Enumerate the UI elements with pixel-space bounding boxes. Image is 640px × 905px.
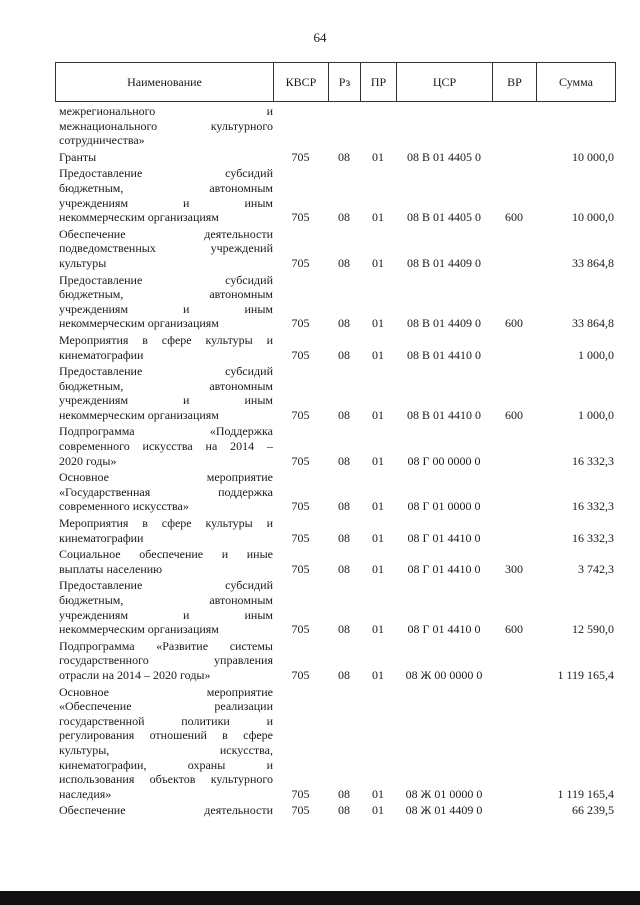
row-sum: 12 590,0 [572, 622, 614, 637]
row-name-line: регулирования отношений в сфере [59, 728, 273, 743]
table-row [55, 424, 615, 468]
row-vr: 600 [505, 316, 523, 331]
row-name-line: государственного управления [59, 653, 273, 668]
table-row [55, 227, 615, 271]
header-sum: Сумма [537, 63, 616, 102]
row-name-line: наследия» [59, 786, 112, 801]
row-rz: 08 [338, 453, 350, 468]
row-sum: 3 742,3 [578, 561, 614, 576]
row-sum: 10 000,0 [572, 210, 614, 225]
row-rz: 08 [338, 561, 350, 576]
row-name-line: Гранты [59, 149, 97, 164]
row-kvsr: 705 [291, 803, 310, 818]
row-rz: 08 [338, 803, 350, 818]
row-name-line: культуры, искусства, [59, 742, 273, 757]
row-rz: 08 [338, 499, 350, 514]
row-rz: 08 [338, 316, 350, 331]
row-name-line: отрасли на 2014 – 2020 годы» [59, 667, 211, 682]
row-name-line: бюджетным, автономным [59, 180, 273, 195]
row-name-line: некоммерческим организациям [59, 316, 219, 331]
row-kvsr: 705 [291, 149, 310, 164]
table-row [55, 578, 615, 636]
row-name-line: Мероприятия в сфере культуры и [59, 332, 273, 347]
table-row [55, 547, 615, 576]
row-name-line: Предоставление субсидий [59, 578, 273, 593]
row-csr: 08 В 01 4410 0 [406, 347, 481, 362]
row-sum: 66 239,5 [572, 803, 614, 818]
row-name [55, 150, 273, 165]
row-name-line: кинематографии, охраны и [59, 757, 273, 772]
header-vr: ВР [493, 63, 537, 102]
table-row [55, 333, 615, 362]
row-pr: 01 [372, 499, 384, 514]
row-vr: 600 [505, 407, 523, 422]
row-pr: 01 [372, 803, 384, 818]
row-pr: 01 [372, 530, 384, 545]
header-pr: ПР [361, 63, 397, 102]
row-name-line: бюджетным, автономным [59, 287, 273, 302]
row-name [55, 364, 273, 422]
row-kvsr: 705 [291, 347, 310, 362]
row-name-line: современного искусства на 2014 – [59, 439, 273, 454]
row-name [55, 516, 273, 545]
row-csr: 08 Ж 01 0000 0 [405, 786, 483, 801]
row-name-line: некоммерческим организациям [59, 407, 219, 422]
row-pr: 01 [372, 347, 384, 362]
row-pr: 01 [372, 667, 384, 682]
row-csr: 08 В 01 4405 0 [406, 149, 481, 164]
table-row [55, 273, 615, 331]
row-pr: 01 [372, 255, 384, 270]
row-sum: 1 119 165,4 [557, 786, 614, 801]
row-name-line: современного искусства» [59, 499, 189, 514]
row-csr: 08 Ж 01 4409 0 [405, 803, 483, 818]
row-kvsr: 705 [291, 530, 310, 545]
row-pr: 01 [372, 407, 384, 422]
row-name-line: использования объектов культурного [59, 772, 273, 787]
row-pr: 01 [372, 561, 384, 576]
row-kvsr: 705 [291, 407, 310, 422]
row-name-line: культуры [59, 255, 107, 270]
row-name-line: учреждениям и иным [59, 301, 273, 316]
row-name-line: кинематографии [59, 530, 144, 545]
row-csr: 08 Ж 00 0000 0 [405, 667, 483, 682]
row-csr: 08 Г 01 4410 0 [407, 561, 481, 576]
row-rz: 08 [338, 407, 350, 422]
row-rz: 08 [338, 667, 350, 682]
row-rz: 08 [338, 530, 350, 545]
row-name-line: Подпрограмма «Поддержка [59, 424, 273, 439]
row-rz: 08 [338, 347, 350, 362]
row-pr: 01 [372, 622, 384, 637]
row-sum: 16 332,3 [572, 499, 614, 514]
row-kvsr: 705 [291, 786, 310, 801]
row-name-line: учреждениям и иным [59, 607, 273, 622]
row-sum: 33 864,8 [572, 316, 614, 331]
row-csr: 08 Г 01 4410 0 [407, 530, 481, 545]
row-name [55, 470, 273, 514]
row-kvsr: 705 [291, 499, 310, 514]
row-vr: 600 [505, 622, 523, 637]
table-row [55, 104, 615, 148]
row-kvsr: 705 [291, 453, 310, 468]
header-name: Наименование [56, 63, 274, 102]
row-name [55, 639, 273, 683]
row-csr: 08 В 01 4405 0 [406, 210, 481, 225]
row-name [55, 685, 273, 802]
row-pr: 01 [372, 149, 384, 164]
row-kvsr: 705 [291, 561, 310, 576]
row-name-line: сотрудничества» [59, 133, 145, 148]
row-csr: 08 Г 01 0000 0 [407, 499, 481, 514]
row-sum: 1 000,0 [578, 407, 614, 422]
row-kvsr: 705 [291, 622, 310, 637]
row-name-line: подведомственных учреждений [59, 241, 273, 256]
row-sum: 33 864,8 [572, 255, 614, 270]
header-kvsr: КВСР [274, 63, 329, 102]
row-pr: 01 [372, 210, 384, 225]
row-name-line: государственной политики и [59, 713, 273, 728]
row-sum: 16 332,3 [572, 453, 614, 468]
row-sum: 16 332,3 [572, 530, 614, 545]
table-row [55, 364, 615, 422]
row-kvsr: 705 [291, 210, 310, 225]
row-kvsr: 705 [291, 316, 310, 331]
row-name-line: кинематографии [59, 347, 144, 362]
row-name-line: некоммерческим организациям [59, 622, 219, 637]
row-name-line: некоммерческим организациям [59, 210, 219, 225]
row-pr: 01 [372, 316, 384, 331]
scan-border [0, 891, 640, 905]
row-name [55, 166, 273, 224]
row-name [55, 578, 273, 636]
row-name-line: Обеспечение деятельности [59, 226, 273, 241]
row-name-line: бюджетным, автономным [59, 593, 273, 607]
row-csr: 08 Г 00 0000 0 [407, 453, 481, 468]
row-name-line: Предоставление субсидий [59, 364, 273, 379]
table-header [55, 62, 616, 102]
row-rz: 08 [338, 622, 350, 637]
row-rz: 08 [338, 210, 350, 225]
row-name [55, 333, 273, 362]
row-name-line: Мероприятия в сфере культуры и [59, 516, 273, 531]
row-sum: 1 119 165,4 [557, 667, 614, 682]
row-name-line: Предоставление субсидий [59, 272, 273, 287]
row-kvsr: 705 [291, 667, 310, 682]
row-name-line: 2020 годы» [59, 453, 117, 468]
row-csr: 08 Г 01 4410 0 [407, 622, 481, 637]
row-vr: 600 [505, 210, 523, 225]
row-csr: 08 В 01 4410 0 [406, 407, 481, 422]
row-name-line: «Государственная поддержка [59, 484, 273, 499]
row-name-line: учреждениям и иным [59, 393, 273, 408]
row-name-line: выплаты населению [59, 561, 163, 576]
row-vr: 300 [505, 561, 523, 576]
table-row [55, 803, 615, 818]
row-name-line: Социальное обеспечение и иные [59, 547, 273, 562]
header-csr: ЦСР [397, 63, 493, 102]
row-name-line: Предоставление субсидий [59, 166, 273, 181]
row-name [55, 547, 273, 576]
row-name-line: межнационального культурного [59, 118, 273, 133]
row-pr: 01 [372, 453, 384, 468]
row-csr: 08 В 01 4409 0 [406, 255, 481, 270]
table-row [55, 639, 615, 683]
row-name [55, 424, 273, 468]
row-csr: 08 В 01 4409 0 [406, 316, 481, 331]
table-row [55, 516, 615, 545]
table-row [55, 166, 615, 224]
page-number: 64 [313, 30, 327, 45]
row-kvsr: 705 [291, 255, 310, 270]
row-name-line: «Обеспечение реализации [59, 699, 273, 714]
row-name-line: межрегионального и [59, 104, 273, 118]
row-name-line: Основное мероприятие [59, 470, 273, 485]
row-name-line: Основное мероприятие [59, 684, 273, 699]
row-name-line: Обеспечение деятельности [59, 803, 273, 818]
table-row [55, 470, 615, 514]
row-name [55, 227, 273, 271]
table-row [55, 150, 615, 165]
row-sum: 10 000,0 [572, 149, 614, 164]
row-name [55, 104, 273, 148]
row-rz: 08 [338, 255, 350, 270]
row-name-line: учреждениям и иным [59, 195, 273, 210]
row-pr: 01 [372, 786, 384, 801]
row-name [55, 803, 273, 818]
row-rz: 08 [338, 786, 350, 801]
row-name-line: Подпрограмма «Развитие системы [59, 638, 273, 653]
table-row [55, 685, 615, 802]
header-rz: Рз [329, 63, 361, 102]
row-name-line: бюджетным, автономным [59, 378, 273, 393]
table-body [55, 104, 615, 818]
row-rz: 08 [338, 149, 350, 164]
row-sum: 1 000,0 [578, 347, 614, 362]
row-name [55, 273, 273, 331]
